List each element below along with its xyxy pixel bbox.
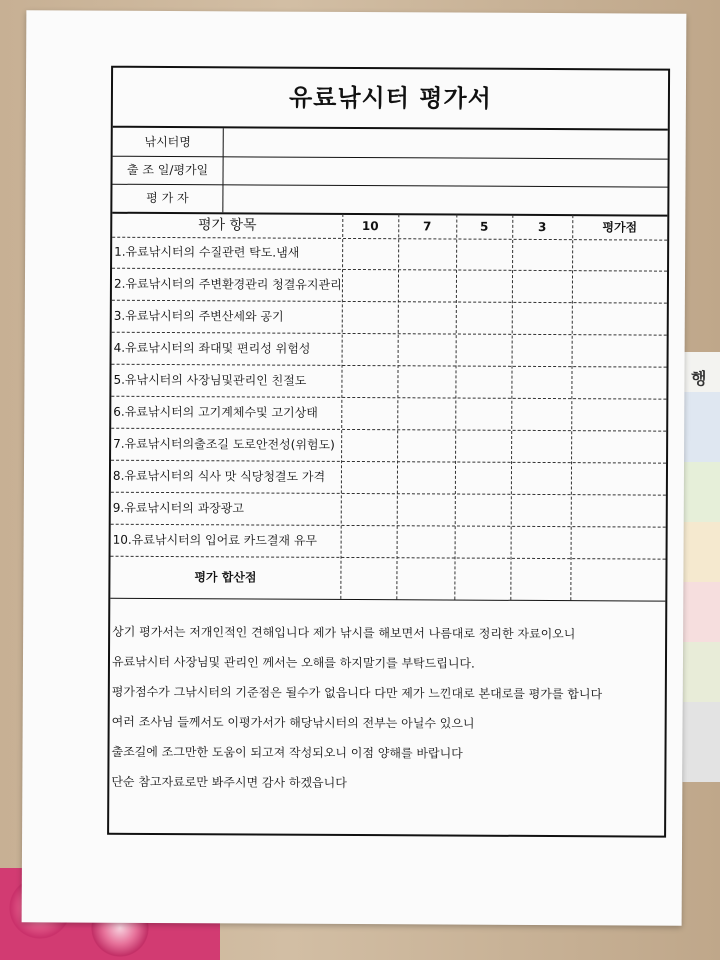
column-header-7: 7 <box>423 219 432 234</box>
evaluation-row <box>111 461 666 496</box>
column-header-item: 평가 항목 <box>197 217 257 234</box>
info-row-evaluator <box>112 184 667 217</box>
info-label: 출 조 일/평가일 <box>112 156 223 185</box>
evaluation-item-label: 7.유료낚시터의출조길 도로안전성(위험도) <box>113 436 335 452</box>
info-row-date <box>112 156 667 188</box>
side-notice-header: 행 <box>691 369 707 388</box>
evaluation-row <box>111 397 666 432</box>
evaluation-item-label: 3.유료낚시터의 주변산세와 공기 <box>113 308 284 324</box>
form-title: 유료낚시터 평가서 <box>113 68 668 131</box>
evaluation-form <box>107 66 670 838</box>
evaluation-row <box>111 525 666 560</box>
evaluation-row <box>112 237 667 272</box>
note-line: 출조길에 조그만한 도움이 되고져 작성되오니 이점 양해를 바랍니다 <box>111 744 463 761</box>
evaluation-item-label: 2.유료낚시터의 주변환경관리 청결유지관리 <box>113 276 342 292</box>
evaluation-row <box>112 333 667 368</box>
note-line: 평가점수가 그낚시터의 기준점은 될수가 없읍니다 다만 제가 느낀대로 본대로를 평가를 합니다 <box>111 684 603 702</box>
note-line: 유료낚시터 사장님및 관리인 께서는 오해를 하지말기를 부탁드립니다. <box>111 654 475 671</box>
evaluation-item-label: 5.유낚시터의 사장님및관리인 친절도 <box>113 372 307 388</box>
total-score-row <box>110 557 665 602</box>
evaluation-row <box>112 301 667 336</box>
evaluation-row <box>111 429 666 464</box>
info-row-name <box>113 128 668 160</box>
column-header-score: 평가점 <box>602 220 638 235</box>
evaluation-row <box>111 493 666 528</box>
evaluation-item-label: 6.유료낚시터의 고기계체수및 고기상태 <box>113 404 318 420</box>
info-label: 낚시터명 <box>113 128 224 157</box>
evaluation-item-label: 4.유료낚시터의 좌대및 편리성 위험성 <box>113 340 311 356</box>
evaluation-paper <box>22 10 687 925</box>
disclaimer-notes <box>111 623 657 790</box>
note-line: 상기 평가서는 저개인적인 견해입니다 제가 낚시를 해보면서 나름대로 정리한 자료이오니 <box>112 624 576 642</box>
evaluation-item-label: 8.유료낚시터의 식사 맛 식당청결도 가격 <box>112 468 326 484</box>
column-header-5: 5 <box>480 219 489 234</box>
evaluation-item-label: 10.유료낚시터의 입어료 카드결재 유무 <box>112 532 318 548</box>
side-notice-sheet <box>682 352 720 782</box>
column-header-3: 3 <box>538 219 547 235</box>
column-header-10: 10 <box>361 219 379 234</box>
note-line: 여러 조사님 들께서도 이평가서가 해당낚시터의 전부는 아닐수 있으니 <box>111 714 475 731</box>
evaluation-item-label: 9.유료낚시터의 과장광고 <box>112 500 245 516</box>
evaluation-item-label: 1.유료낚시터의 수질관련 탁도.냄새 <box>114 244 300 260</box>
info-label: 평 가 자 <box>112 184 223 213</box>
total-score-label: 평가 합산점 <box>194 570 257 585</box>
evaluation-row <box>112 269 667 304</box>
note-line: 단순 참고자료로만 봐주시면 감사 하겠읍니다 <box>111 774 347 790</box>
evaluation-row <box>111 365 666 400</box>
